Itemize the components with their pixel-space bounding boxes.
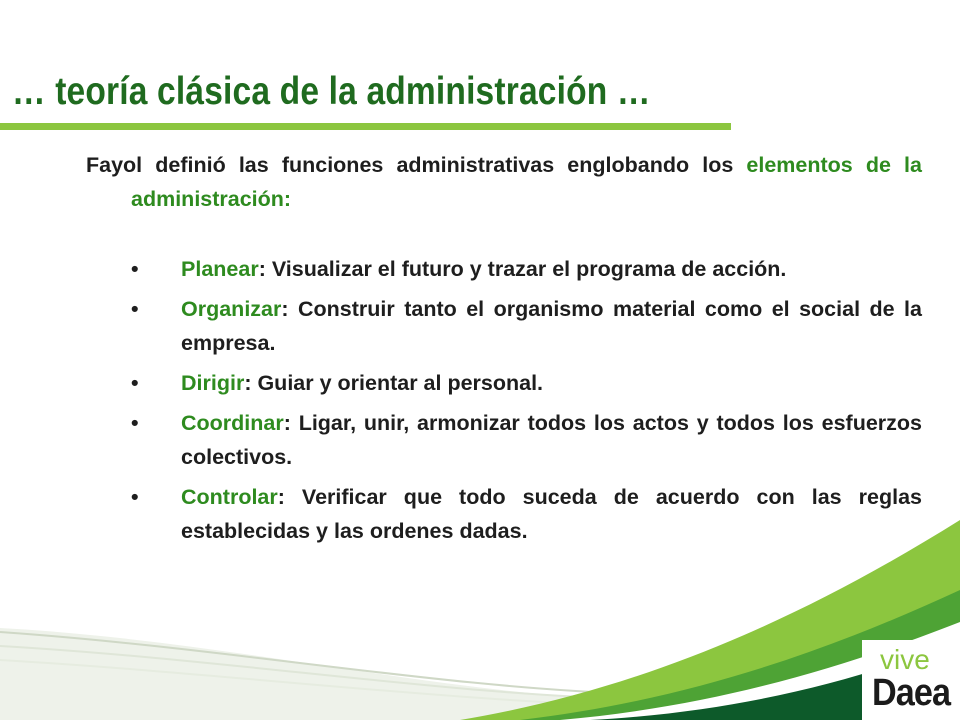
intro-text: Fayol definió las funciones administrativas englobando los [86,153,747,177]
item-term: Organizar [181,297,282,321]
item-description: : Ligar, unir, armonizar todos los actos y todos los esfuerzos colectivos. [181,411,922,469]
item-description: : Guiar y orientar al personal. [244,371,544,395]
logo-vive-text: vive [880,644,930,675]
bullet-icon: • [131,411,139,435]
item-term: Dirigir [181,371,245,395]
logo-daea-text: Daea [872,672,951,714]
bullet-icon: • [131,485,139,509]
bullet-icon: • [131,371,139,395]
bullet-icon: • [131,257,139,281]
item-description: : Verificar que todo suceda de acuerdo con las reglas establecidas y las ordenes dadas. [181,485,922,543]
item-term: Controlar [181,485,278,509]
item-description: : Construir tanto el organismo material como el social de la empresa. [181,297,922,355]
intro-highlight: elementos de la administración: [131,153,922,211]
item-description: : Visualizar el futuro y trazar el programa de acción. [258,257,787,281]
bullet-icon: • [131,297,139,321]
slide-title: … teoría clásica de la administración … [12,70,651,113]
item-term: Planear [181,257,259,281]
item-term: Coordinar [181,411,284,435]
